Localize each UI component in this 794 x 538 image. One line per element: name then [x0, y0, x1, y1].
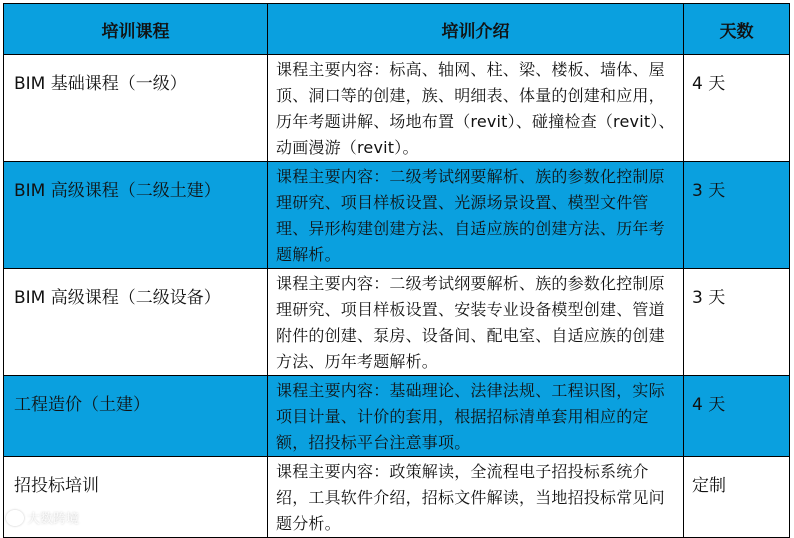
course-intro: 课程主要内容：二级考试纲要解析、族的参数化控制原理研究、项目样板设置、安装专业设备模型创建、管道附件的创建、泵房、设备间、配电室、自适应族的创建方法、历年考题解析。	[268, 269, 684, 376]
table-header-row	[4, 4, 790, 55]
course-days: 3 天	[684, 269, 790, 376]
watermark-text: 大数跨境	[27, 512, 80, 527]
watermark-logo-icon	[6, 510, 24, 526]
header-intro: 培训介绍	[268, 4, 684, 55]
course-intro: 课程主要内容：政策解读，全流程电子招投标系统介绍，工具软件介绍，招标文件解读，当地招投标常见问题分析。	[268, 457, 684, 538]
course-intro: 课程主要内容：标高、轴网、柱、梁、楼板、墙体、屋顶、洞口等的创建，族、明细表、体量的创建和应用，历年考题讲解、场地布置（revit）、碰撞检查（revit）、动画漫游（revit）。	[268, 55, 684, 162]
course-intro: 课程主要内容：基础理论、法律法规、工程识图，实际项目计量、计价的套用，根据招标清单套用相应的定额，招投标平台注意事项。	[268, 376, 684, 457]
course-days: 4 天	[684, 376, 790, 457]
table-row	[4, 162, 790, 269]
course-days: 3 天	[684, 162, 790, 269]
course-name: BIM 高级课程（二级设备）	[4, 269, 268, 376]
course-name: 招投标培训	[4, 457, 268, 538]
course-name: 工程造价（土建）	[4, 376, 268, 457]
course-name: BIM 高级课程（二级土建）	[4, 162, 268, 269]
header-days: 天数	[684, 4, 790, 55]
course-table	[3, 3, 790, 538]
course-days: 定制	[684, 457, 790, 538]
table-row	[4, 376, 790, 457]
header-course: 培训课程	[4, 4, 268, 55]
course-table-container	[3, 3, 789, 533]
course-name: BIM 基础课程（一级）	[4, 55, 268, 162]
watermark	[6, 508, 79, 527]
table-row	[4, 269, 790, 376]
course-days: 4 天	[684, 55, 790, 162]
table-row	[4, 55, 790, 162]
course-intro: 课程主要内容：二级考试纲要解析、族的参数化控制原理研究、项目样板设置、光源场景设置、模型文件管理、异形构建创建方法、自适应族的创建方法、历年考题解析。	[268, 162, 684, 269]
table-row	[4, 457, 790, 538]
